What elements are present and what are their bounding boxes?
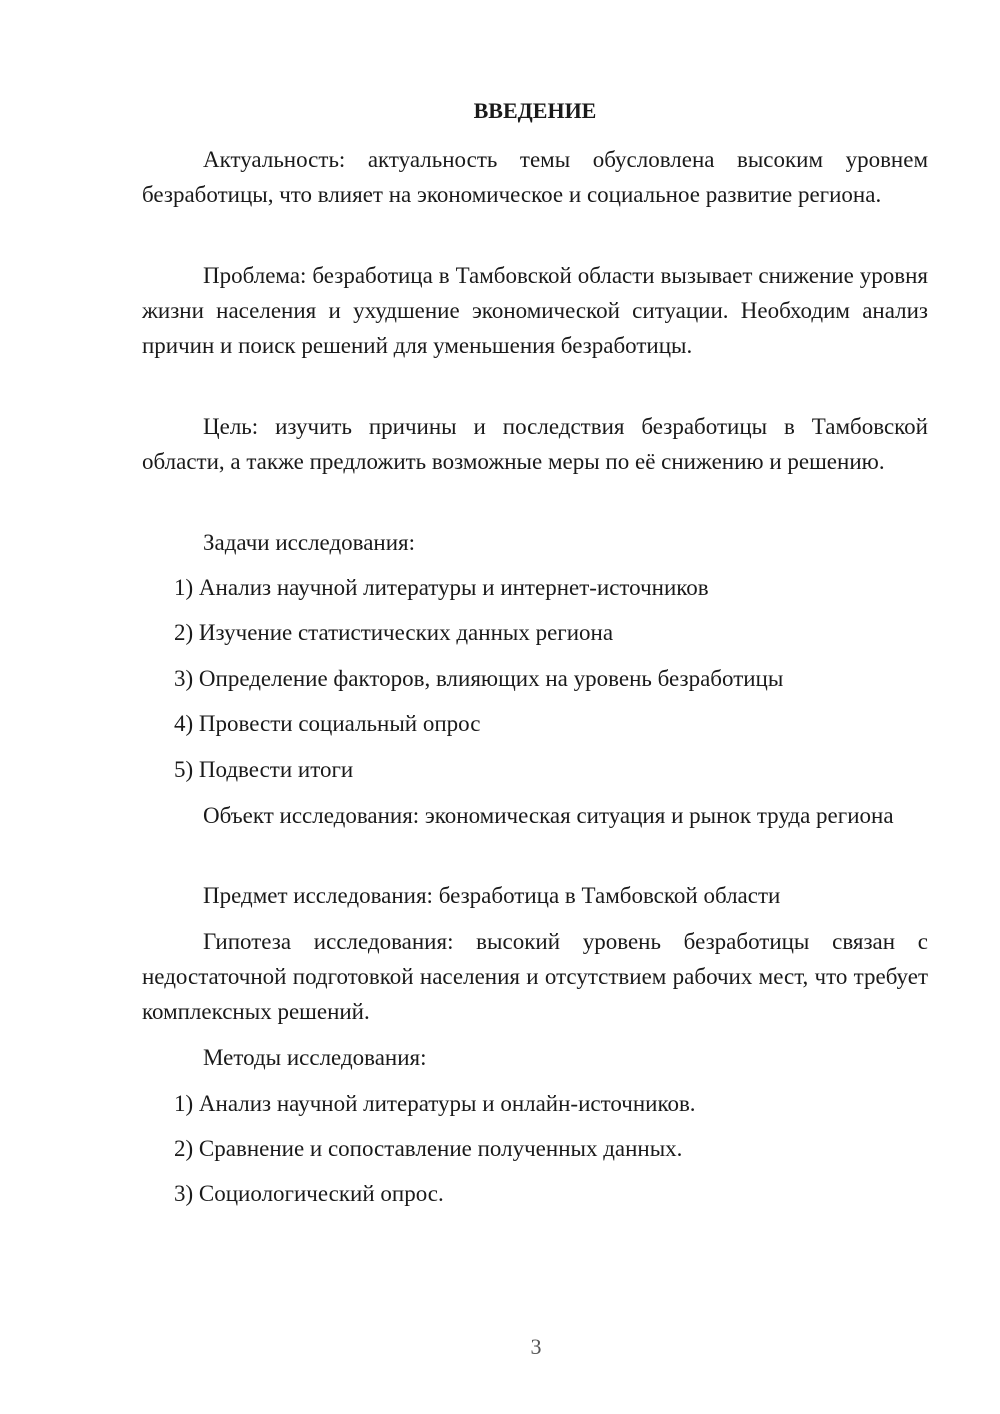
task-item: 3) Определение факторов, влияющих на уровень безработицы [174,666,784,691]
task-item: 1) Анализ научной литературы и интернет-источников [174,575,709,600]
method-item: 3) Социологический опрос. [174,1181,444,1206]
tasks-heading: Задачи исследования: [203,530,416,555]
methods-heading: Методы исследования: [203,1045,427,1070]
subject-paragraph: Предмет исследования: безработица в Тамбовской области [203,883,781,908]
method-item: 2) Сравнение и сопоставление полученных данных. [174,1136,683,1161]
method-item: 1) Анализ научной литературы и онлайн-источников. [174,1091,696,1116]
task-item: 4) Провести социальный опрос [174,711,481,736]
problem-paragraph: Проблема: безработица в Тамбовской области вызывает снижение уровня жизни населения и ухудшение экономической ситуации. Необходим анализ причин и поиск решений для уменьшения безработицы. [142,263,928,358]
goal-paragraph: Цель: изучить причины и последствия безработицы в Тамбовской области, а также предложить возможные меры по её снижению и решению. [142,414,928,474]
task-item: 5) Подвести итоги [174,757,354,782]
page-number: 3 [530,1334,542,1359]
hypothesis-paragraph: Гипотеза исследования: высокий уровень безработицы связан с недостаточной подготовкой населения и отсутствием рабочих мест, что требует комплексных решений. [142,929,928,1024]
object-paragraph: Объект исследования: экономическая ситуация и рынок труда региона [203,803,894,828]
page-title: ВВЕДЕНИЕ [473,98,597,123]
task-item: 2) Изучение статистических данных региона [174,620,614,645]
relevance-paragraph: Актуальность: актуальность темы обусловлена высоким уровнем безработицы, что влияет на экономическое и социальное развитие региона. [142,147,928,207]
